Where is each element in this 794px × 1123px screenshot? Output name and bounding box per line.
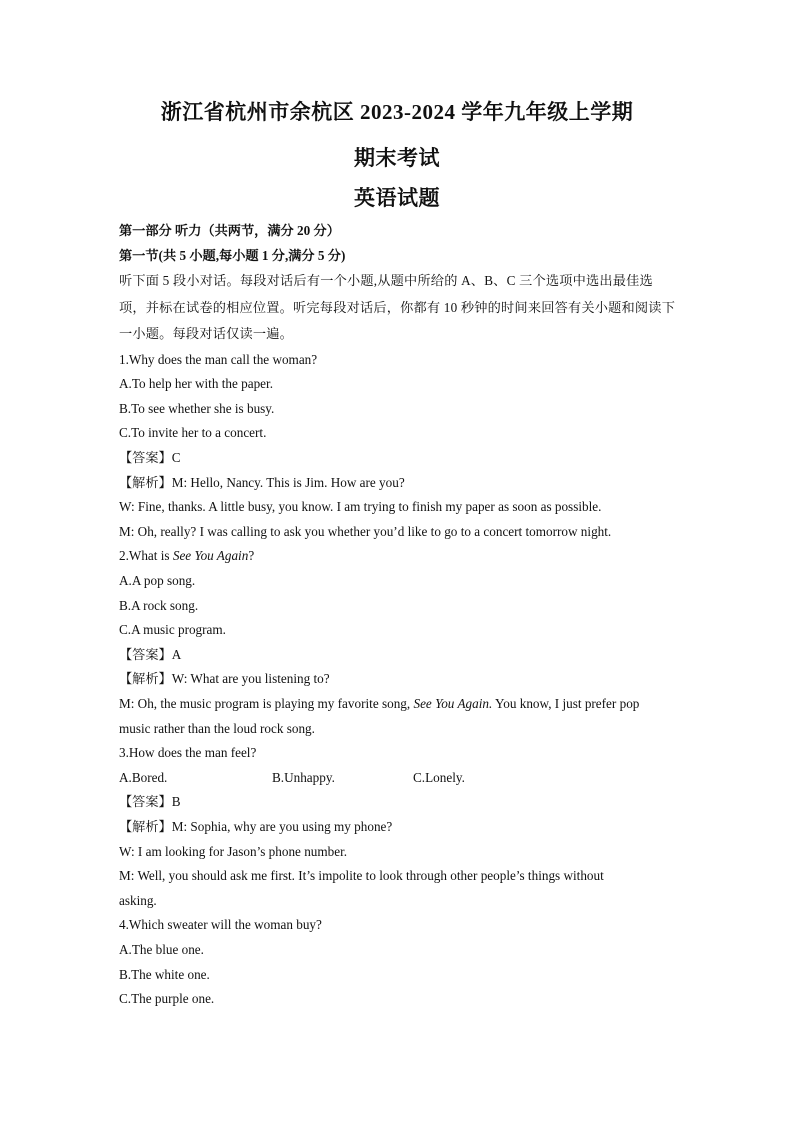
option-c: C.The purple one. (119, 991, 215, 1007)
question-4 (119, 913, 679, 1011)
analysis-line: M: Oh, really? I was calling to ask you whether you’d like to go to a concert tomorrow night. (119, 523, 612, 539)
option-b: B.Unhappy. (272, 769, 335, 785)
stem-text: ? (248, 548, 255, 564)
analysis-line (119, 692, 679, 717)
instructions: 听下面 5 段小对话。每段对话后有一个小题,从题中所给的 A、B、C 三个选项中选出最佳选项，并标在试卷的相应位置。听完每段对话后，你都有 10 秒钟的时间来回答有关小题和阅读下一小题。每段对话仅读一遍。 (119, 273, 676, 342)
analysis-line: W: I am looking for Jason’s phone number. (119, 843, 348, 859)
answer: 【答案】A (119, 646, 182, 662)
analysis-line: 【解析】M: Sophia, why are you using my phone? (119, 818, 393, 834)
question-2 (119, 544, 679, 741)
option-c: C.A music program. (119, 622, 226, 638)
part-heading: 第一部分 听力（共两节，满分 20 分） (119, 223, 340, 238)
analysis-line: asking. (119, 892, 157, 908)
analysis-line: M: Well, you should ask me first. It’s impolite to look through other people’s things without (119, 868, 604, 884)
option-a: A.To help her with the paper. (119, 376, 273, 392)
question-stem: 1.Why does the man call the woman? (119, 351, 318, 367)
exam-content (119, 219, 679, 1012)
option-b: B.The white one. (119, 966, 210, 982)
analysis-line: 【解析】M: Hello, Nancy. This is Jim. How are you? (119, 474, 405, 490)
analysis-line: 【解析】W: What are you listening to? (119, 671, 330, 687)
option-c: C.Lonely. (413, 769, 465, 785)
option-a: A.The blue one. (119, 941, 204, 957)
question-1 (119, 348, 679, 545)
question-stem: 4.Which sweater will the woman buy? (119, 917, 322, 933)
question-stem (119, 544, 679, 569)
option-c: C.To invite her to a concert. (119, 425, 267, 441)
analysis-text: You know, I just prefer pop (492, 696, 640, 711)
exam-title-line3: 英语试题 (354, 186, 440, 210)
analysis-text: M: Oh, the music program is playing my favorite song, (119, 696, 414, 711)
option-a: A.A pop song. (119, 573, 196, 589)
question-stem: 3.How does the man feel? (119, 745, 257, 761)
analysis-line: music rather than the loud rock song. (119, 720, 315, 736)
exam-title-line1: 浙江省杭州市余杭区 2023-2024 学年九年级上学期 (160, 100, 634, 124)
analysis-line: W: Fine, thanks. A little busy, you know. I am trying to finish my paper as soon as possible. (119, 499, 602, 515)
song-title: See You Again. (413, 696, 493, 711)
answer: 【答案】B (119, 794, 181, 810)
answer: 【答案】C (119, 450, 181, 466)
option-b: B.A rock song. (119, 597, 199, 613)
section-heading: 第一节(共 5 小题,每小题 1 分,满分 5 分) (119, 247, 346, 263)
question-3 (119, 741, 679, 913)
option-a: A.Bored. (119, 769, 168, 785)
option-b: B.To see whether she is busy. (119, 400, 275, 416)
stem-text: 2.What is (119, 548, 173, 564)
options-row (119, 766, 679, 791)
song-title: See You Again (172, 548, 249, 564)
exam-title-line2: 期末考试 (354, 146, 440, 170)
